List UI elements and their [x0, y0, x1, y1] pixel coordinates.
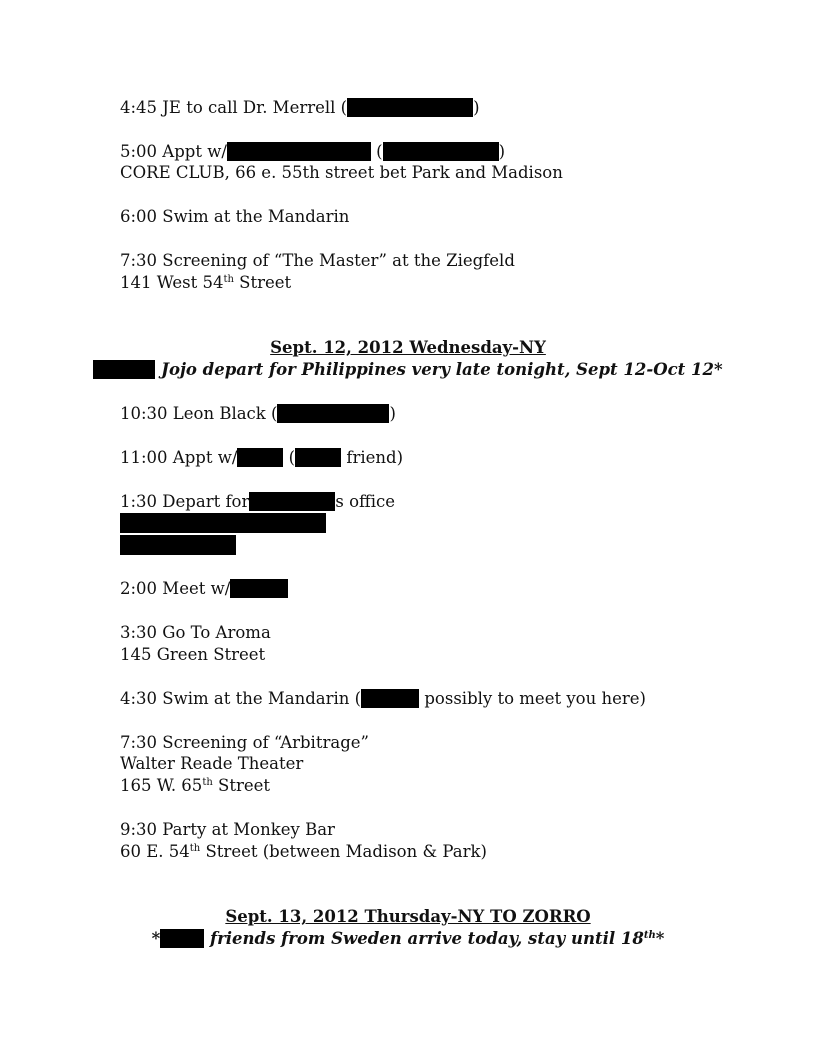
redaction-bar [249, 492, 335, 511]
entry-walter-reade-address: 165 W. 65th Street [120, 776, 271, 795]
entry-appointment-1100: 11:00 Appt w/ ( friend) [120, 448, 404, 467]
entry-screening-arbitrage: 7:30 Screening of “Arbitrage” [120, 733, 369, 752]
redaction-bar [160, 929, 204, 948]
entry-appointment-500: 5:00 Appt w/ ( ) [120, 142, 506, 161]
entry-walter-reade: Walter Reade Theater [120, 754, 304, 773]
entry-core-club-address: CORE CLUB, 66 e. 55th street bet Park and Madison [120, 163, 563, 182]
entry-swim-430: 4:30 Swim at the Mandarin ( possibly to meet you here) [120, 689, 646, 708]
date-heading-sept-13: Sept. 13, 2012 Thursday-NY TO ZORRO [225, 907, 591, 926]
redaction-bar [93, 360, 155, 379]
redaction-bar [120, 535, 236, 555]
redaction-bar [383, 142, 499, 161]
redaction-bar [227, 142, 371, 161]
redaction-bar [361, 689, 419, 708]
redaction-bar [230, 579, 288, 598]
note-sweden-friends: * friends from Sweden arrive today, stay until 18th* [151, 929, 665, 948]
entry-aroma-address: 145 Green Street [120, 645, 266, 664]
entry-ziegfeld-address: 141 West 54th Street [120, 273, 292, 292]
entry-meet-200: 2:00 Meet w/ [120, 578, 288, 600]
entry-leon-black: 10:30 Leon Black ( ) [120, 404, 396, 423]
redaction-bar [295, 448, 341, 467]
redaction-bar [277, 404, 389, 423]
entry-aroma: 3:30 Go To Aroma [120, 623, 271, 642]
entry-screening-master: 7:30 Screening of “The Master” at the Ziegfeld [120, 251, 515, 270]
date-heading-sept-12: Sept. 12, 2012 Wednesday-NY [270, 338, 546, 357]
entry-depart-office: 1:30 Depart for s office [120, 492, 396, 511]
redaction-bar [120, 513, 326, 533]
redaction-bar [347, 98, 473, 117]
note-jojo-depart: Jojo depart for Philippines very late tonight, Sept 12-Oct 12* [0, 359, 816, 381]
entry-call-merrell: 4:45 JE to call Dr. Merrell ( ) [120, 98, 480, 117]
entry-monkey-bar: 9:30 Party at Monkey Bar [120, 820, 335, 839]
entry-monkey-bar-address: 60 E. 54th Street (between Madison & Park) [120, 842, 487, 861]
redaction-bar [237, 448, 283, 467]
entry-swim-600: 6:00 Swim at the Mandarin [120, 207, 350, 226]
